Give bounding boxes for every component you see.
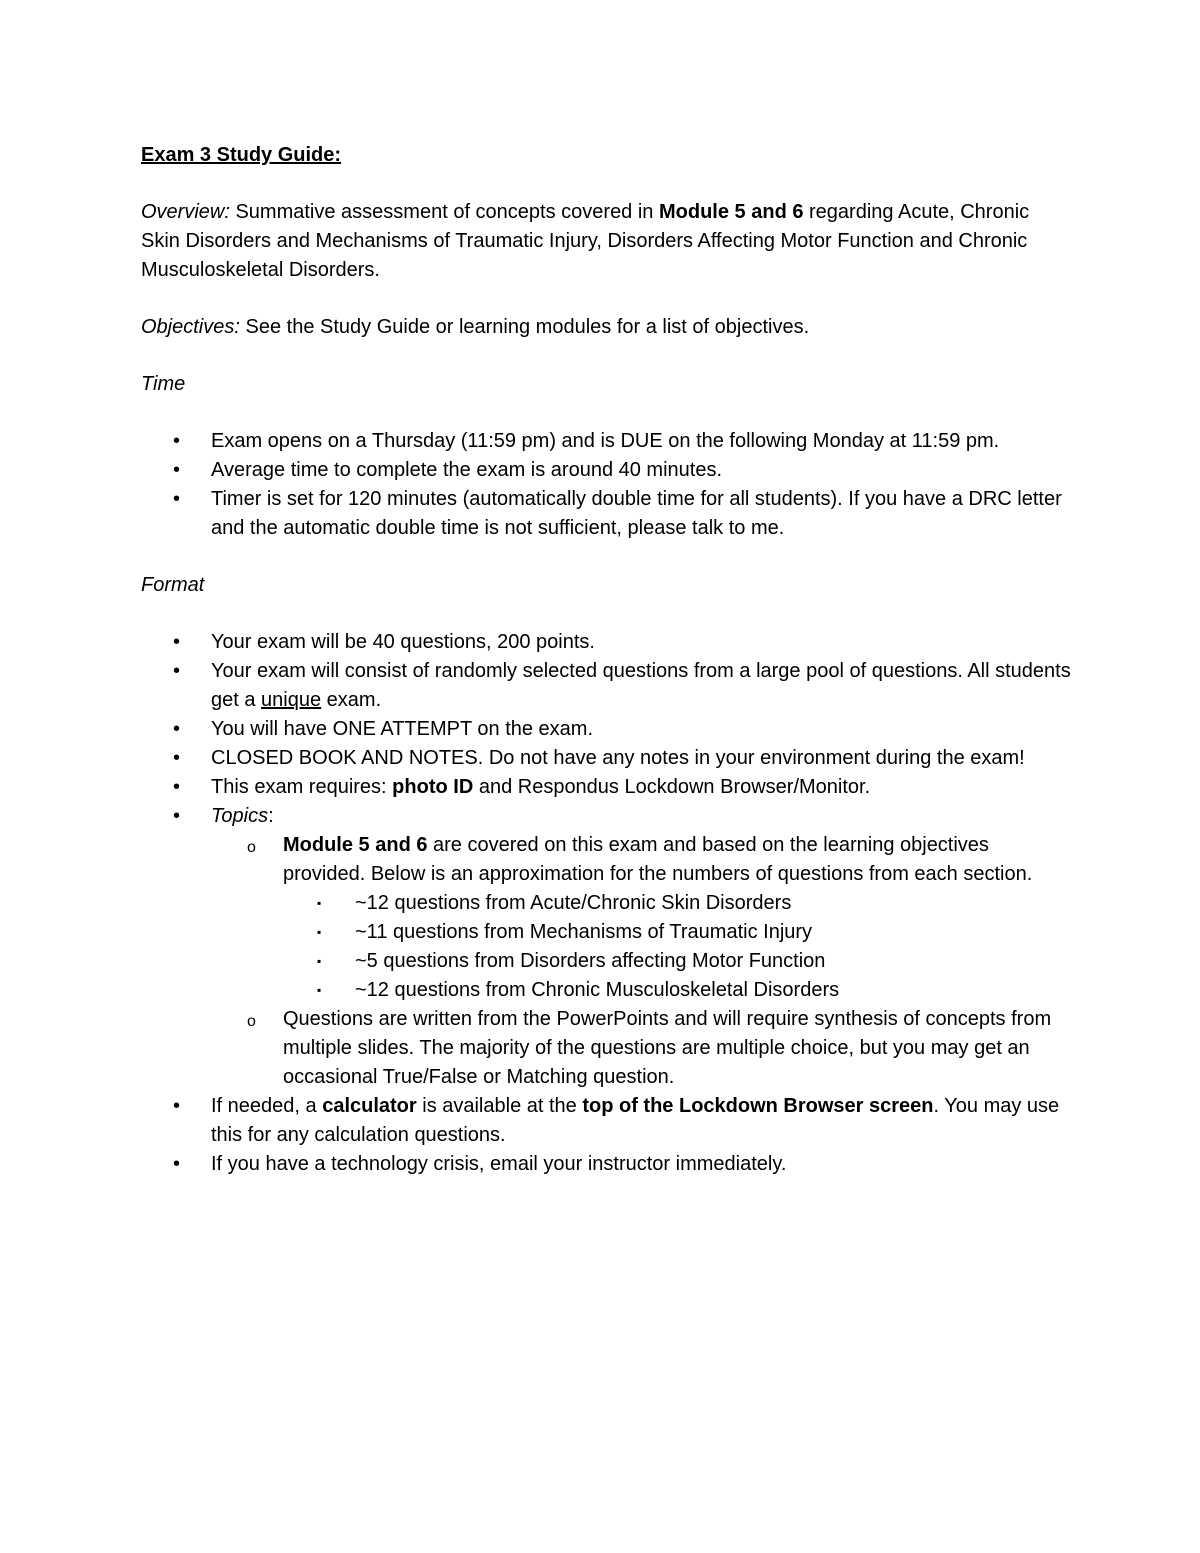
objectives-paragraph: Objectives: See the Study Guide or learning modules for a list of objectives.	[141, 316, 810, 338]
bullet-icon: •	[173, 718, 181, 740]
bullet-icon: •	[173, 1095, 181, 1117]
section-counts-list	[283, 889, 1071, 1005]
sub-sublist-item: ▪ ~5 questions from Disorders affecting Motor Function	[283, 947, 1071, 976]
overview-paragraph: Overview: Summative assessment of concepts covered in Module 5 and 6 regarding Acute, Chronic Skin Disorders and Mechanisms of Traumatic Injury, Disorders Affecting Motor Function and Chronic Musculoskeletal Disorders.	[141, 201, 1030, 281]
sub-sublist-item: ▪ ~12 questions from Acute/Chronic Skin Disorders	[283, 889, 1071, 918]
hollow-bullet-icon: o	[247, 1013, 256, 1030]
document-page	[141, 141, 1071, 1179]
bullet-icon: •	[173, 488, 181, 510]
bullet-icon: •	[173, 1153, 181, 1175]
sub-sublist-item: ▪ ~12 questions from Chronic Musculoskeletal Disorders	[283, 976, 1071, 1005]
time-heading: Time	[141, 373, 186, 395]
bullet-icon: •	[173, 430, 181, 452]
list-item: • If needed, a calculator is available at the top of the Lockdown Browser screen. You may use this for any calculation questions.	[141, 1092, 1071, 1150]
list-item: • You will have ONE ATTEMPT on the exam.	[141, 715, 1071, 744]
topics-sublist	[211, 831, 1071, 1092]
list-item: • Average time to complete the exam is around 40 minutes.	[141, 456, 1071, 485]
bullet-icon: •	[173, 631, 181, 653]
overview-label: Overview:	[141, 201, 230, 223]
bullet-icon: •	[173, 805, 181, 827]
format-heading: Format	[141, 574, 205, 596]
bullet-icon: •	[173, 776, 181, 798]
list-item: • If you have a technology crisis, email your instructor immediately.	[141, 1150, 1071, 1179]
square-bullet-icon: ▪	[317, 925, 322, 939]
objectives-label: Objectives:	[141, 316, 240, 338]
list-item-topics: • Topics: o Module 5 and 6 are covered on this exam and based on the learning objectives provided. Below is an approximation for the numbers of questions from each section. ▪ ~12 questions from Acute/Chronic Skin Disorders ▪ ~11 questions from Mechanisms of Traumatic Injury ▪ ~5 questions from Disorders affecting Motor Function ▪ ~12 questions from Chronic Musculoskeletal Disorders o Questions are written from the PowerPoints and will require synthesis of concepts from multiple slides. The majority of the questions are multiple choice, but you may get an occasional True/False or Matching question.	[141, 802, 1071, 1092]
list-item: • Timer is set for 120 minutes (automatically double time for all students). If you have a DRC letter and the automatic double time is not sufficient, please talk to me.	[141, 485, 1071, 543]
list-item: • This exam requires: photo ID and Respondus Lockdown Browser/Monitor.	[141, 773, 1071, 802]
list-item: • Your exam will be 40 questions, 200 points.	[141, 628, 1071, 657]
square-bullet-icon: ▪	[317, 983, 322, 997]
hollow-bullet-icon: o	[247, 839, 256, 856]
sub-sublist-item: ▪ ~11 questions from Mechanisms of Traumatic Injury	[283, 918, 1071, 947]
list-item: • CLOSED BOOK AND NOTES. Do not have any notes in your environment during the exam!	[141, 744, 1071, 773]
list-item: • Your exam will consist of randomly selected questions from a large pool of questions. All students get a unique exam.	[141, 657, 1071, 715]
square-bullet-icon: ▪	[317, 896, 322, 910]
sublist-item: o Questions are written from the PowerPoints and will require synthesis of concepts from multiple slides. The majority of the questions are multiple choice, but you may get an occasional True/False or Matching question.	[247, 1008, 1052, 1088]
bullet-icon: •	[173, 747, 181, 769]
format-list	[141, 628, 1071, 1179]
bullet-icon: •	[173, 459, 181, 481]
sublist-item: o Module 5 and 6 are covered on this exam and based on the learning objectives provided. Below is an approximation for the numbers of questions from each section. ▪ ~12 questions from Acute/Chronic Skin Disorders ▪ ~11 questions from Mechanisms of Traumatic Injury ▪ ~5 questions from Disorders affecting Motor Function ▪ ~12 questions from Chronic Musculoskeletal Disorders	[211, 831, 1071, 1005]
time-list	[141, 427, 1071, 543]
list-item: • Exam opens on a Thursday (11:59 pm) and is DUE on the following Monday at 11:59 pm.	[141, 427, 1071, 456]
bullet-icon: •	[173, 660, 181, 682]
square-bullet-icon: ▪	[317, 954, 322, 968]
document-title: Exam 3 Study Guide:	[141, 144, 342, 166]
